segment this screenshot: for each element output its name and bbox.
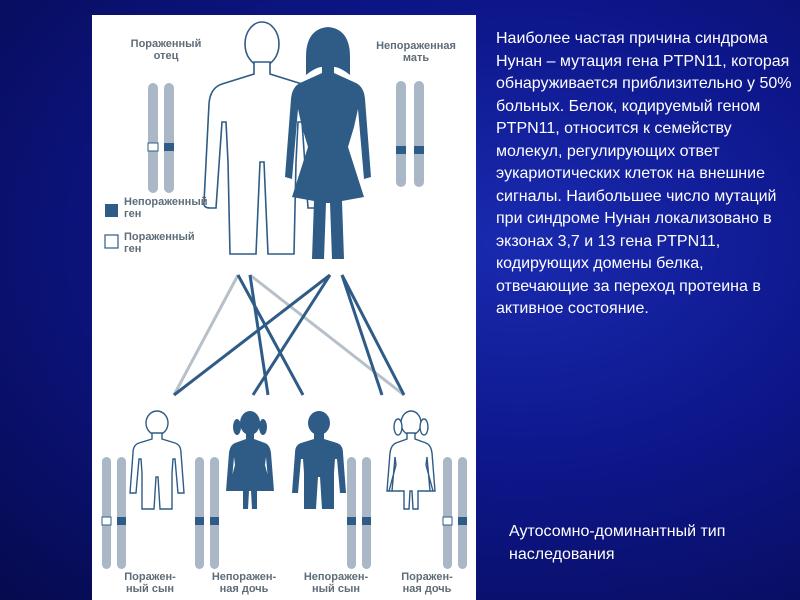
- child-label-unaffected-daughter: Непоражен- ная дочь: [211, 571, 277, 595]
- inheritance-lines: [174, 275, 404, 395]
- legend-affected-label: Пораженный ген: [124, 231, 195, 255]
- inheritance-type-caption: Аутосомно-доминантный тип наследования: [509, 523, 726, 563]
- inheritance-diagram: [92, 15, 476, 600]
- mother-label: Непораженная мать: [376, 40, 456, 64]
- legend-unaffected-swatch: [105, 204, 118, 217]
- diagram-graphics: [92, 15, 476, 600]
- child-unaffected-daughter: [226, 411, 274, 509]
- child-affected-son: [130, 411, 184, 509]
- description-text: Наиболее частая причина синдрома Нунан – мутация гена PTPN11, которая обнаруживается приблизительно у 50% больных. Белок, кодируемый геном PTPN11, относится к семейству молекул, регулирующих ответ эукариотических клеток на внешние сигналы. Наибольшее число мутаций при синдроме Нунан локализовано в экзонах 3,7 и 13 гена PTPN11, кодирующих домены белка, отвечающие за переход протеина в активное состояние.: [496, 30, 792, 317]
- mother-chromosomes: [396, 81, 424, 187]
- legend-affected-swatch: [105, 235, 118, 248]
- child-label-affected-son: Поражен- ный сын: [124, 571, 176, 595]
- child-label-affected-daughter: Поражен- ная дочь: [401, 571, 453, 595]
- legend-unaffected-label: Непораженный ген: [124, 196, 208, 220]
- child-unaffected-son: [292, 411, 346, 509]
- child-label-unaffected-son: Непоражен- ный сын: [303, 571, 369, 595]
- father-label: Пораженный отец: [130, 38, 202, 62]
- father-chromosomes: [148, 83, 174, 193]
- child-affected-daughter: [387, 411, 435, 509]
